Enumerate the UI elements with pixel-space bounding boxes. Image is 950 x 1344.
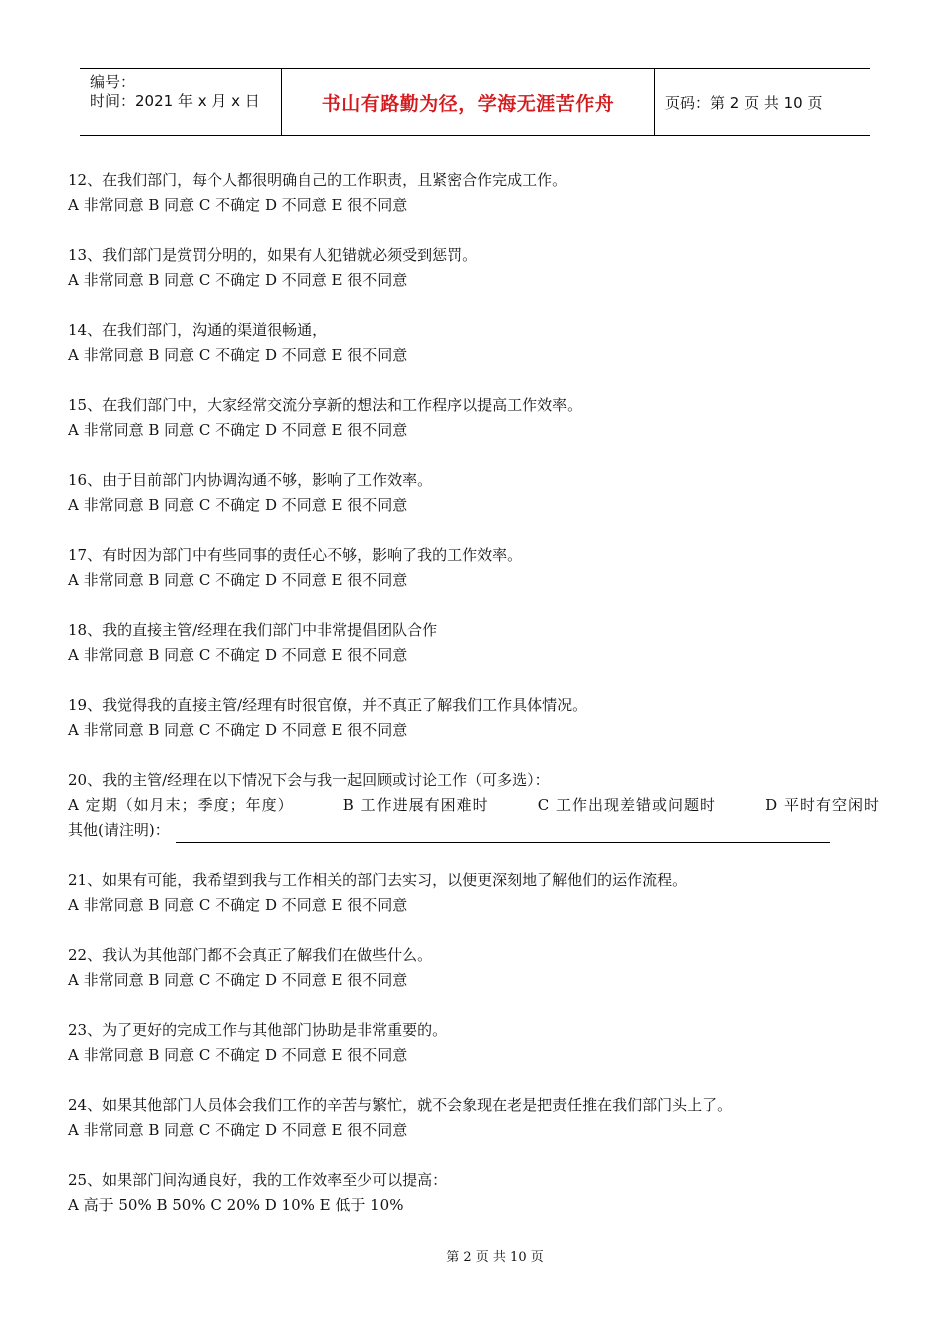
question-16 bbox=[68, 468, 882, 518]
question-text: 20、我的主管/经理在以下情况下会与我一起回顾或讨论工作（可多选）： bbox=[68, 771, 550, 789]
page-header bbox=[80, 68, 870, 136]
question-text: 14、在我们部门，沟通的渠道很畅通， bbox=[68, 321, 328, 339]
question-text: 19、我觉得我的直接主管/经理有时很官僚，并不真正了解我们工作具体情况。 bbox=[68, 696, 588, 714]
question-options: A 非常同意 B 同意 C 不确定 D 不同意 E 很不同意 bbox=[68, 571, 408, 589]
document-number-label: 编号： bbox=[90, 73, 136, 91]
fill-in-blank[interactable] bbox=[176, 824, 830, 843]
question-text: 21、如果有可能，我希望到我与工作相关的部门去实习，以便更深刻地了解他们的运作流程。 bbox=[68, 871, 688, 889]
question-options: A 非常同意 B 同意 C 不确定 D 不同意 E 很不同意 bbox=[68, 896, 408, 914]
question-options: A 非常同意 B 同意 C 不确定 D 不同意 E 很不同意 bbox=[68, 421, 408, 439]
question-15 bbox=[68, 393, 882, 443]
question-options bbox=[68, 793, 880, 818]
page-footer: 第 2 页 共 10 页 bbox=[446, 1250, 544, 1265]
question-24 bbox=[68, 1093, 882, 1143]
other-note-line bbox=[68, 818, 882, 843]
question-options: A 非常同意 B 同意 C 不确定 D 不同意 E 很不同意 bbox=[68, 721, 408, 739]
question-19 bbox=[68, 693, 882, 743]
question-options: A 非常同意 B 同意 C 不确定 D 不同意 E 很不同意 bbox=[68, 196, 408, 214]
question-23 bbox=[68, 1018, 882, 1068]
question-options: A 非常同意 B 同意 C 不确定 D 不同意 E 很不同意 bbox=[68, 646, 408, 664]
question-text: 12、在我们部门，每个人都很明确自己的工作职责，且紧密合作完成工作。 bbox=[68, 171, 568, 189]
option-c: C 工作出现差错或问题时 bbox=[537, 796, 716, 814]
question-text: 25、如果部门间沟通良好，我的工作效率至少可以提高： bbox=[68, 1171, 448, 1189]
header-motto: 书山有路勤为径，学海无涯苦作舟 bbox=[282, 69, 655, 135]
question-options: A 非常同意 B 同意 C 不确定 D 不同意 E 很不同意 bbox=[68, 971, 408, 989]
question-text: 22、我认为其他部门都不会真正了解我们在做些什么。 bbox=[68, 946, 433, 964]
header-page-number: 页码：第 2 页 共 10 页 bbox=[665, 93, 823, 112]
question-21 bbox=[68, 868, 882, 918]
header-meta bbox=[80, 69, 282, 135]
document-time-label: 时间：2021 年 x 月 x 日 bbox=[90, 92, 260, 110]
question-options: A 非常同意 B 同意 C 不确定 D 不同意 E 很不同意 bbox=[68, 1121, 408, 1139]
question-text: 24、如果其他部门人员体会我们工作的辛苦与繁忙，就不会象现在老是把责任推在我们部门头上了。 bbox=[68, 1096, 733, 1114]
question-text: 13、我们部门是赏罚分明的，如果有人犯错就必须受到惩罚。 bbox=[68, 246, 478, 264]
option-b: B 工作进展有困难时 bbox=[342, 796, 489, 814]
question-18 bbox=[68, 618, 882, 668]
question-options: A 非常同意 B 同意 C 不确定 D 不同意 E 很不同意 bbox=[68, 271, 408, 289]
question-text: 15、在我们部门中，大家经常交流分享新的想法和工作程序以提高工作效率。 bbox=[68, 396, 583, 414]
question-options: A 非常同意 B 同意 C 不确定 D 不同意 E 很不同意 bbox=[68, 1046, 408, 1064]
question-14 bbox=[68, 318, 882, 368]
question-text: 23、为了更好的完成工作与其他部门协助是非常重要的。 bbox=[68, 1021, 448, 1039]
option-a: A 定期（如月末；季度；年度） bbox=[68, 796, 294, 814]
question-22 bbox=[68, 943, 882, 993]
other-note-label: 其他(请注明)： bbox=[68, 821, 170, 839]
question-text: 16、由于目前部门内协调沟通不够，影响了工作效率。 bbox=[68, 471, 433, 489]
question-17 bbox=[68, 543, 882, 593]
question-options: A 高于 50% B 50% C 20% D 10% E 低于 10% bbox=[68, 1196, 404, 1214]
question-12 bbox=[68, 168, 882, 218]
survey-content bbox=[68, 168, 882, 1243]
question-text: 17、有时因为部门中有些同事的责任心不够，影响了我的工作效率。 bbox=[68, 546, 523, 564]
question-25 bbox=[68, 1168, 882, 1218]
question-20 bbox=[68, 768, 882, 843]
question-text: 18、我的直接主管/经理在我们部门中非常提倡团队合作 bbox=[68, 621, 438, 639]
question-13 bbox=[68, 243, 882, 293]
question-options: A 非常同意 B 同意 C 不确定 D 不同意 E 很不同意 bbox=[68, 346, 408, 364]
option-d: D 平时有空闲时 bbox=[765, 796, 880, 814]
question-options: A 非常同意 B 同意 C 不确定 D 不同意 E 很不同意 bbox=[68, 496, 408, 514]
